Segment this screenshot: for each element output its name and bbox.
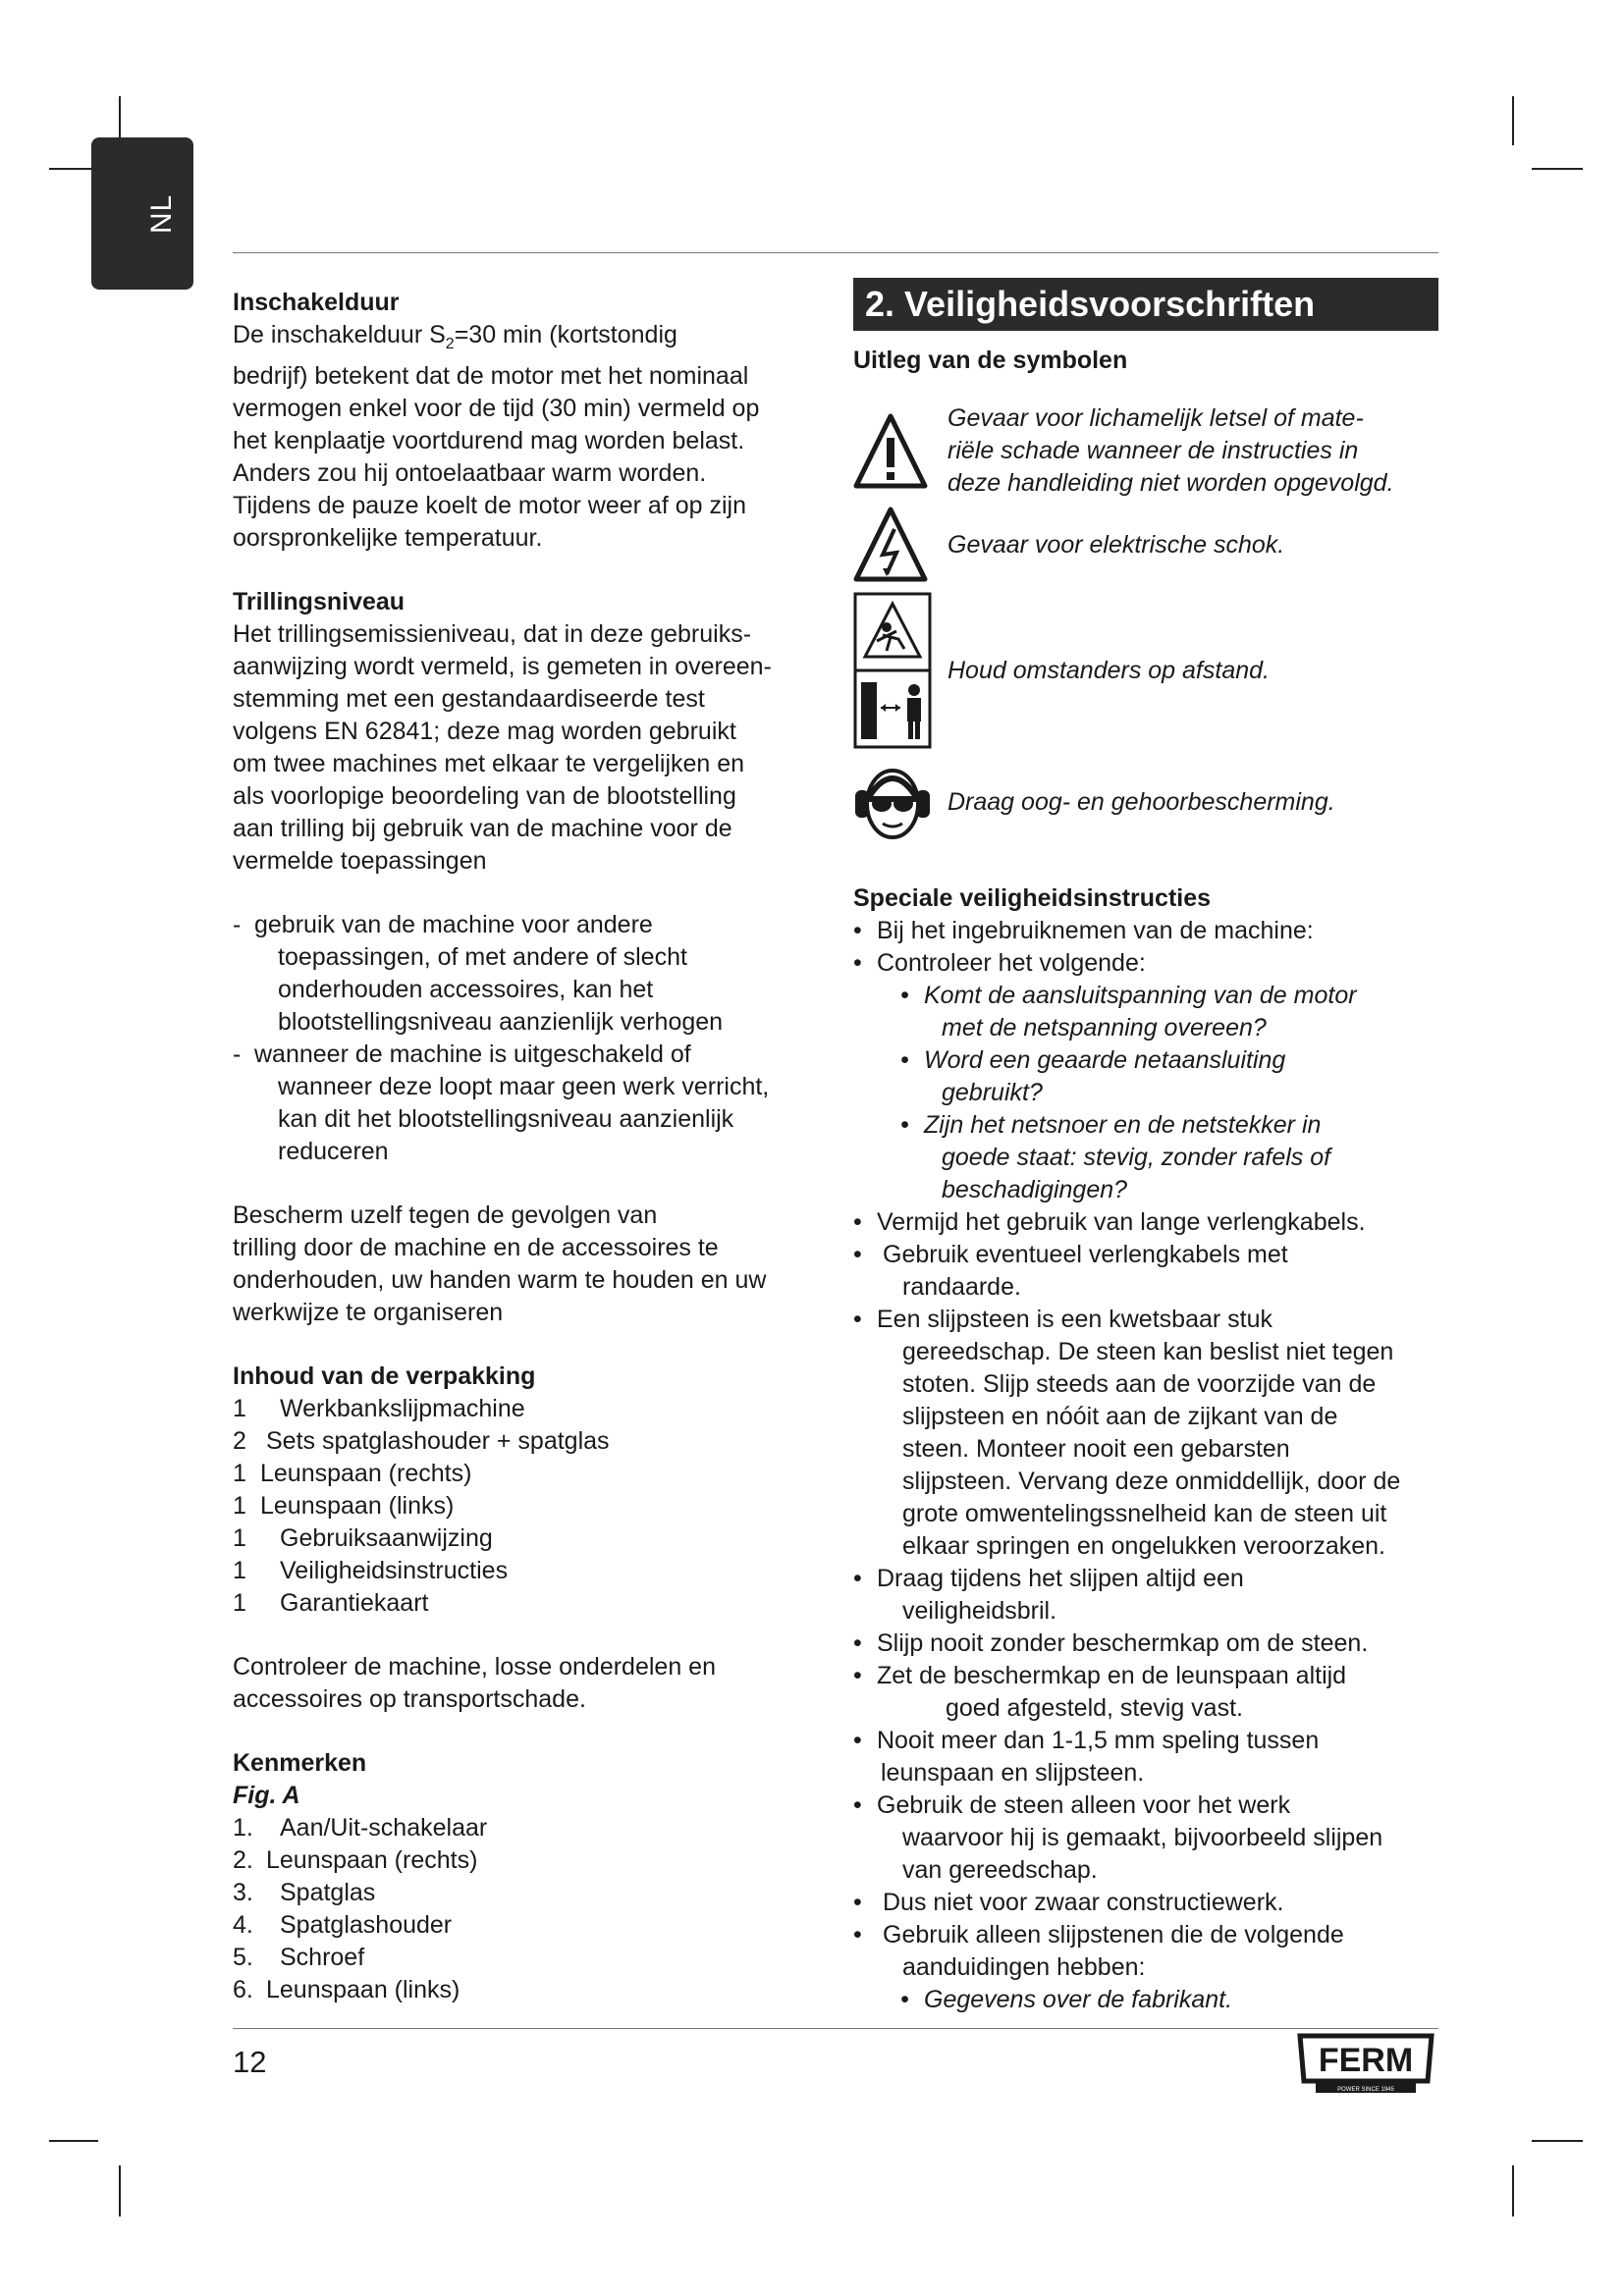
section-title: 2. Veiligheidsvoorschriften [853,278,1438,331]
bullet-item: • Bij het ingebruiknemen van de machine: [853,917,1314,944]
bullet-item: • Controleer het volgende: [853,949,1146,977]
symbol-protection-row: Draag oog- en gehoorbescherming. [853,761,1442,843]
crop-mark [1532,2140,1583,2142]
list-item: 1 Leunspaan (links) [233,1492,455,1520]
eye-ear-protection-icon [853,761,932,843]
list-item: 2. Leunspaan (rechts) [233,1846,478,1874]
text-line: Controleer de machine, losse onderdelen en [233,1653,716,1681]
warning-triangle-icon [853,412,928,491]
special-heading: Speciale veiligheidsinstructies [853,884,1212,912]
text-line: onderhouden, uw handen warm te houden en uw [233,1266,767,1294]
sub-bullet-item: • Gegevens over de fabrikant. [900,1986,1233,2013]
list-item: 1. Aan/Uit-schakelaar [233,1814,488,1842]
list-item: 3. Spatglas [233,1879,376,1906]
text-line: bedrijf) betekent dat de motor met het nominaal [233,362,749,390]
bullet-item: • Slijp nooit zonder beschermkap om de steen. [853,1629,1369,1657]
text-line: vermelde toepassingen [233,847,487,875]
bullet-item: • Gebruik de steen alleen voor het werk waarvoor hij is gemaakt, bijvoorbeeld slijpen van gereedschap. [853,1791,1383,1884]
crop-mark [1512,96,1514,145]
svg-text:FERM: FERM [1318,2042,1414,2079]
list-item: 5. Schroef [233,1944,365,1971]
header-rule [233,252,1438,253]
text-line: oorspronkelijke temperatuur. [233,524,543,552]
crop-mark [1512,2165,1514,2216]
list-item: 6. Leunspaan (links) [233,1976,460,2003]
ferm-logo [1294,2032,1437,2095]
text-line: vermogen enkel voor de tijd (30 min) vermeld op [233,395,760,422]
language-label: NL [144,193,178,234]
sub-bullet-item: • Zijn het netsnoer en de netstekker in goede staat: stevig, zonder rafels of beschadigingen? [900,1111,1331,1203]
list-item: 1 Garantiekaart [233,1589,429,1617]
bullet-item: • Vermijd het gebruik van lange verlengkabels. [853,1208,1366,1236]
symbol-electric-row: Gevaar voor elektrische schok. [853,506,1442,584]
text-line: trilling door de machine en de accessoires te [233,1234,719,1261]
list-item: 4. Spatglashouder [233,1911,453,1939]
language-tab [91,137,193,290]
text-line: als voorlopige beoordeling van de blootstelling [233,782,736,810]
text-line: Het trillingsemissieniveau, dat in deze gebruiks- [233,620,752,648]
list-item: 1 Veiligheidsinstructies [233,1557,509,1584]
text-line: Tijdens de pauze koelt de motor weer af op zijn [233,492,746,519]
bullet-item: • Nooit meer dan 1-1,5 mm speling tussen leunspaan en slijpsteen. [853,1727,1320,1787]
text-line: stemming met een gestandaardiseerde test [233,685,705,713]
text-line: het kenplaatje voortdurend mag worden belast. [233,427,745,454]
bullet-item: • Dus niet voor zwaar constructiewerk. [853,1889,1284,1916]
bullet-item: • Een slijpsteen is een kwetsbaar stuk gereedschap. De steen kan beslist niet tegen stoten. Slijp steeds aan de voorzijde van de slijpsteen en nóóit aan de zijkant van de steen. Monteer nooit een gebarsten slijpsteen. Vervang deze onmiddellijk, door de grote omwentelingssnelheid kan de steen uit elkaar springen en ongelukken veroorzaken. [853,1306,1401,1560]
symbol-bystanders-row: Houd omstanders op afstand. [853,592,1442,749]
bullet-item: • Gebruik eventueel verlengkabels met randaarde. [853,1241,1288,1301]
crop-mark [49,2140,98,2142]
text-line: De inschakelduur $S_2=30$ min (kortstondig [233,321,677,352]
list-item: 1 Werkbankslijpmachine [233,1395,525,1422]
trillingsniveau-heading: Trillingsniveau [233,588,406,615]
inschakelduur-heading: Inschakelduur [233,289,400,316]
bullet-item: • Draag tijdens het slijpen altijd een veiligheidsbril. [853,1565,1244,1625]
bullet-item: • Zet de beschermkap en de leunspaan altijd goed afgesteld, stevig vast. [853,1662,1347,1722]
list-item: 2 Sets spatglashouder + spatglas [233,1427,610,1455]
sub-bullet-item: • Komt de aansluitspanning van de motor met de netspanning overeen? [900,982,1357,1041]
text-line: werkwijze te organiseren [233,1299,504,1326]
kenmerken-heading: Kenmerken [233,1749,367,1777]
figure-reference: Fig. A [233,1782,300,1809]
text-line: accessoires op transportschade. [233,1685,586,1713]
crop-mark [1532,168,1583,170]
dash-item: - gebruik van de machine voor andere toepassingen, of met andere of slecht onderhouden accessoires, kan het blootstellingsniveau aanzienlijk verhogen [233,911,724,1036]
list-item: 1 Gebruiksaanwijzing [233,1524,493,1552]
svg-text:POWER SINCE 1945: POWER SINCE 1945 [1337,2087,1394,2093]
footer-rule [233,2028,1438,2029]
text-line: Anders zou hij ontoelaatbaar warm worden. [233,459,707,487]
keep-bystanders-away-icon [853,592,932,749]
list-item: 1 Leunspaan (rechts) [233,1460,472,1487]
text-line: aanwijzing wordt vermeld, is gemeten in overeen- [233,653,772,680]
symbols-heading: Uitleg van de symbolen [853,347,1128,374]
text-line: aan trilling bij gebruik van de machine voor de [233,815,732,842]
text-line: om twee machines met elkaar te vergelijken en [233,750,745,777]
left-column [233,287,822,2006]
crop-mark [119,2165,121,2216]
page-number: 12 [233,2045,267,2079]
right-column [853,278,1442,2016]
electric-shock-icon [853,506,928,584]
inhoud-heading: Inhoud van de verpakking [233,1362,536,1390]
bullet-item: • Gebruik alleen slijpstenen die de volgende aanduidingen hebben: [853,1921,1344,1981]
text-line: Bescherm uzelf tegen de gevolgen van [233,1201,658,1229]
text-line: volgens EN 62841; deze mag worden gebruikt [233,718,736,745]
dash-item: - wanneer de machine is uitgeschakeld of wanneer deze loopt maar geen werk verricht, kan dit het blootstellingsniveau aanzienlijk reduceren [233,1041,770,1165]
symbol-warning-row: Gevaar voor lichamelijk letsel of mate- riële schade wanneer de instructies in deze handleiding niet worden opgevolgd. [853,402,1442,500]
sub-bullet-item: • Word een geaarde netaansluiting gebruikt? [900,1046,1286,1106]
